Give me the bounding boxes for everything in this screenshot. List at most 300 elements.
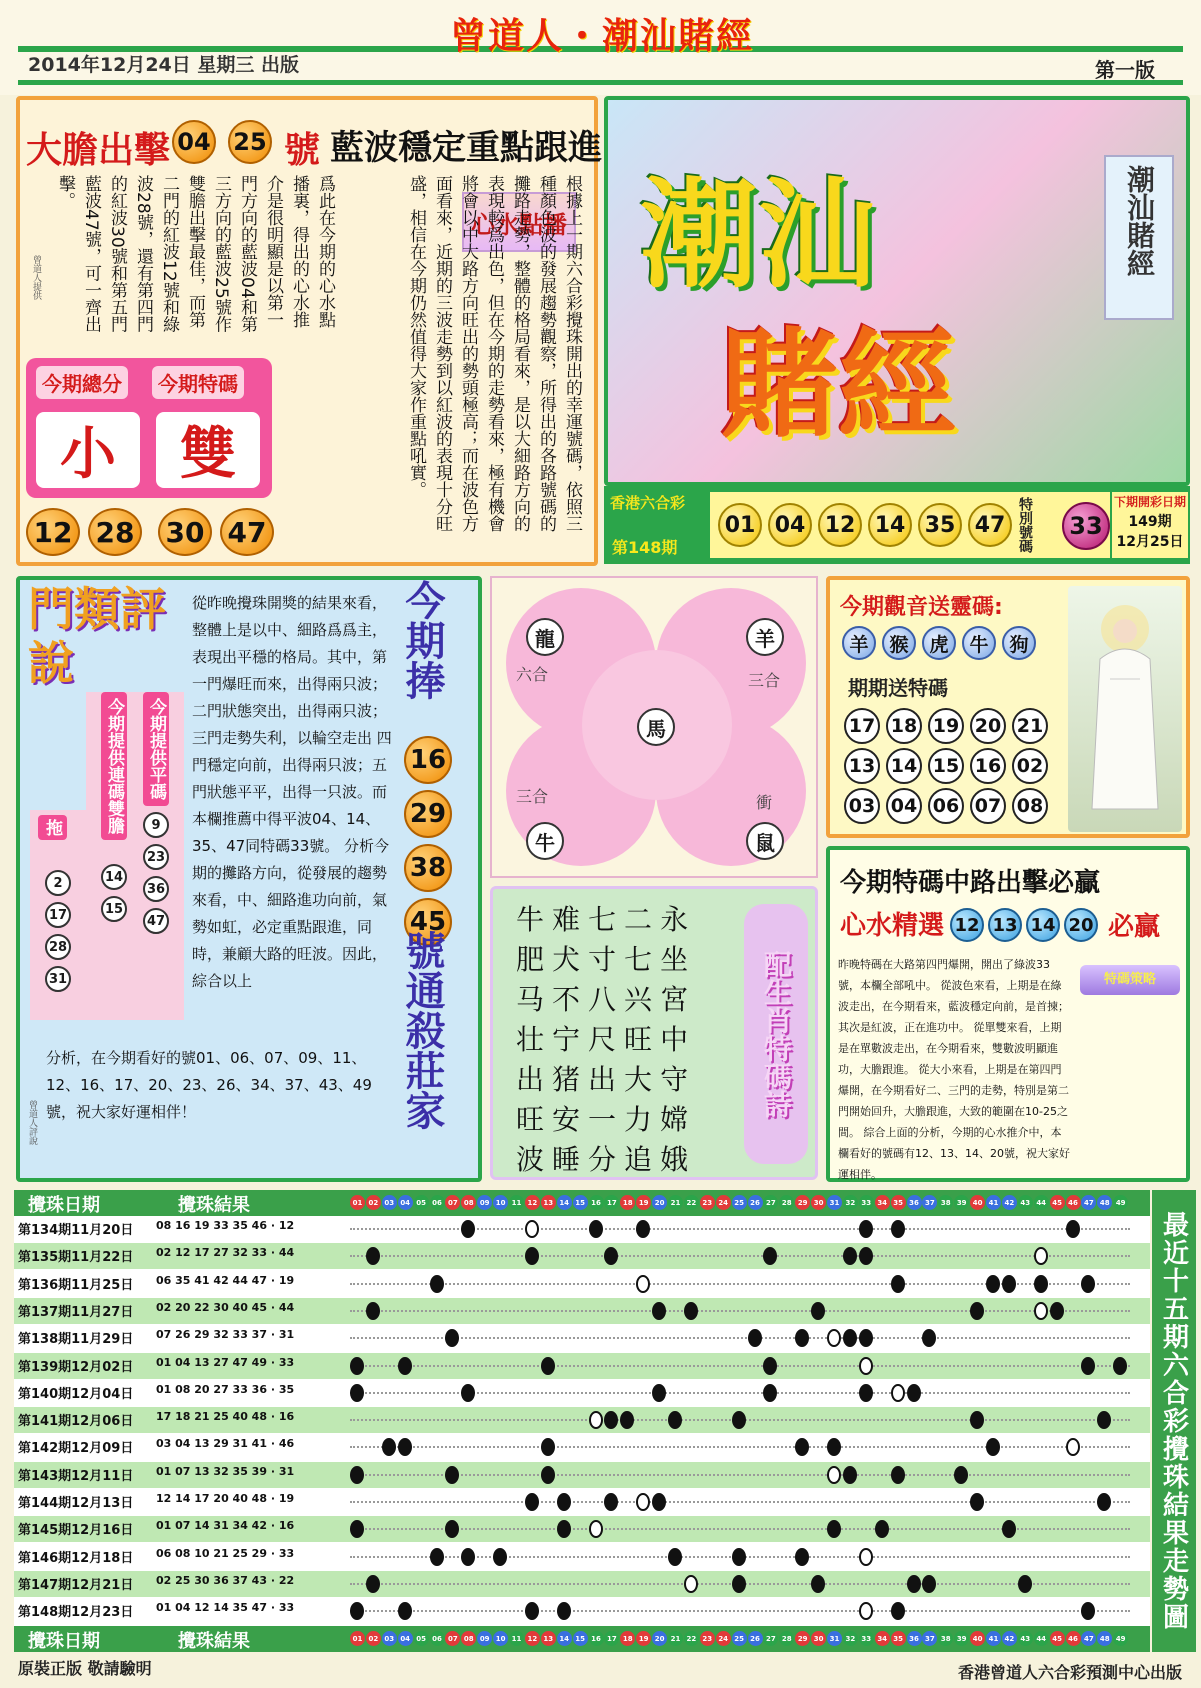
poem-char: 犬	[552, 943, 581, 976]
draw-mark	[1002, 1275, 1016, 1293]
poem-char: 七	[588, 903, 617, 936]
draw-mark	[604, 1247, 618, 1265]
draw-mark	[732, 1575, 746, 1593]
draw-date: 第148期12月23日	[18, 1605, 134, 1621]
scale-number: 19	[636, 1631, 651, 1646]
scale-number: 25	[732, 1631, 747, 1646]
draw-numbers: 17 18 21 25 40 48 · 16	[156, 1410, 295, 1424]
draw-mark	[859, 1384, 873, 1402]
header-rule-bottom	[18, 80, 1183, 85]
total-score-label: 今期總分	[36, 366, 128, 399]
featured-ball: 04	[172, 120, 216, 164]
draw-mark	[763, 1247, 777, 1265]
next-draw-box	[1112, 492, 1188, 558]
draw-mark	[350, 1602, 364, 1620]
table-row	[14, 1353, 1150, 1379]
poem-char: 波	[516, 1143, 545, 1176]
draw-mark	[922, 1575, 936, 1593]
featured-ball: 25	[228, 120, 272, 164]
scale-number: 42	[1002, 1195, 1017, 1210]
scale-number: 48	[1097, 1195, 1112, 1210]
special-mark	[827, 1329, 841, 1347]
poem-char: 一	[588, 1103, 617, 1136]
draw-mark	[398, 1357, 412, 1375]
draw-date: 第145期12月16日	[18, 1523, 134, 1539]
special-code-value: 雙	[156, 412, 260, 488]
header-result-label: 攪珠結果	[178, 1195, 250, 1216]
poem-char: 宮	[660, 983, 689, 1016]
scale-number: 21	[668, 1195, 683, 1210]
draw-numbers: 02 25 30 36 37 43 · 22	[156, 1573, 295, 1587]
linked-pair-title: 今期提供連碼雙膽	[101, 692, 127, 840]
draw-mark	[366, 1247, 380, 1265]
special-number: 08	[1012, 788, 1048, 824]
scale-number: 07	[445, 1631, 460, 1646]
scale-number: 44	[1034, 1195, 1049, 1210]
flat-code-column	[128, 692, 184, 1020]
special-mark	[1034, 1247, 1048, 1265]
heart-pick-badge: 心水點播	[462, 192, 576, 252]
scale-number: 31	[827, 1631, 842, 1646]
winning-ball: 04	[768, 503, 812, 547]
scale-number: 06	[430, 1631, 445, 1646]
poem-char: 旺	[624, 1023, 653, 1056]
zodiac-dragon: 龍	[526, 618, 564, 656]
draw-mark	[652, 1493, 666, 1511]
draw-date: 第134期11月20日	[18, 1223, 134, 1238]
special-mark	[859, 1548, 873, 1566]
draw-mark	[350, 1384, 364, 1402]
draw-mark	[970, 1411, 984, 1429]
winning-ball: 47	[968, 503, 1012, 547]
drag-ball: 17	[45, 902, 71, 928]
scale-number: 33	[859, 1631, 874, 1646]
author-credit: 曾道人提供	[31, 255, 41, 300]
draw-mark	[922, 1329, 936, 1347]
scale-number: 37	[922, 1195, 937, 1210]
draw-mark	[668, 1548, 682, 1566]
poem-char: 二	[624, 903, 653, 936]
poem-char: 壮	[516, 1023, 545, 1056]
draw-mark	[891, 1466, 905, 1484]
scale-number: 20	[652, 1631, 667, 1646]
footer-date-label: 攪珠日期	[28, 1631, 100, 1652]
scale-number: 31	[827, 1195, 842, 1210]
special-ball: 33	[1062, 502, 1110, 550]
draw-mark	[970, 1302, 984, 1320]
draw-numbers: 02 20 22 30 40 45 · 44	[156, 1300, 295, 1314]
special-mark	[891, 1384, 905, 1402]
draw-mark	[541, 1466, 555, 1484]
table-header	[14, 1190, 1150, 1216]
draw-mark	[954, 1466, 968, 1484]
draw-numbers: 01 08 20 27 33 36 · 35	[156, 1382, 295, 1396]
zodiac-relation-panel	[490, 576, 818, 878]
poem-char: 大	[624, 1063, 653, 1096]
scale-number: 16	[589, 1195, 604, 1210]
poem-char: 分	[588, 1143, 617, 1176]
scale-number: 27	[763, 1631, 778, 1646]
table-row	[14, 1462, 1150, 1488]
special-mark	[1066, 1438, 1080, 1456]
draw-mark	[748, 1329, 762, 1347]
commentary-conclusion: 分析，在今期看好的號01、06、07、09、11、12、16、17、20、23、26、34、37、43、49號，祝大家好運相伴！	[46, 1049, 372, 1121]
commentary-credit: 曾道人評說	[27, 1100, 37, 1145]
strategy-text: 昨晚特碼在大路第四門爆開，開出了綠波33號，本欄全部吼中。 從波色來看，上期是在綠波走出，在今期看來，藍波穩定向前，是首揀；其次是紅波，正在進功中。 從單雙來看，上期是在單數波走出，在今期看來，雙數波明顯進功，大膽跟進。 從大小來看，上期是在第四門爆開，在今期看好二、三門的走勢，特別是第二門開始回升，大膽跟進，大致的範圍在10-25之間。 綜合上面的分析，今期的心水推介中，本欄看好的號碼有12、13、14、20號，祝大家好運相伴。	[838, 958, 1070, 1181]
scale-number: 24	[716, 1631, 731, 1646]
poem-char: 旺	[516, 1103, 545, 1136]
pair-ball: 15	[101, 896, 127, 922]
draw-mark	[1081, 1275, 1095, 1293]
draw-mark	[445, 1466, 459, 1484]
draw-mark	[382, 1438, 396, 1456]
draw-mark	[636, 1220, 650, 1238]
draw-mark	[652, 1384, 666, 1402]
scale-number: 17	[604, 1631, 619, 1646]
draw-mark	[795, 1548, 809, 1566]
draw-mark	[557, 1602, 571, 1620]
scale-number: 39	[954, 1631, 969, 1646]
special-mark	[525, 1220, 539, 1238]
draw-mark	[763, 1357, 777, 1375]
dot-guide	[350, 1610, 1130, 1612]
draw-mark	[891, 1275, 905, 1293]
draw-mark	[604, 1493, 618, 1511]
scale-number: 01	[350, 1195, 365, 1210]
relation-label: 六合	[516, 665, 549, 684]
poem-char: 牛	[516, 903, 545, 936]
pick-ball: 12	[26, 508, 80, 556]
winning-numbers	[710, 492, 1110, 558]
winning-ball: 01	[718, 503, 762, 547]
guanyin-illustration	[1068, 586, 1182, 832]
special-number: 06	[928, 788, 964, 824]
strategy-balls	[950, 908, 1098, 942]
scale-number: 09	[477, 1195, 492, 1210]
drag-column	[30, 810, 86, 1020]
scale-number: 21	[668, 1631, 683, 1646]
scale-number: 10	[493, 1631, 508, 1646]
draw-date: 第137期11月27日	[18, 1304, 134, 1320]
zodiac-ball: 牛	[962, 626, 996, 660]
table-row	[14, 1298, 1150, 1324]
poem-char: 尺	[588, 1023, 617, 1056]
table-row	[14, 1489, 1150, 1515]
flat-ball: 47	[143, 908, 169, 934]
dot-guide	[350, 1446, 1130, 1448]
scale-number: 49	[1113, 1195, 1128, 1210]
table-row	[14, 1325, 1150, 1351]
draw-mark	[398, 1602, 412, 1620]
bold-attack-label: 大膽出擊	[26, 130, 171, 171]
draw-mark	[652, 1302, 666, 1320]
draw-date: 第146期12月18日	[18, 1550, 134, 1566]
scale-number: 48	[1097, 1631, 1112, 1646]
lottery-name: 香港六合彩	[610, 494, 686, 512]
hold-balls	[404, 736, 452, 946]
special-number: 18	[886, 708, 922, 744]
draw-mark	[811, 1575, 825, 1593]
publication-title: 曾道人・潮汕賭經	[450, 16, 755, 57]
poem-char: 肥	[516, 943, 545, 976]
scale-number: 15	[573, 1195, 588, 1210]
draw-mark	[1081, 1602, 1095, 1620]
draw-mark	[843, 1466, 857, 1484]
draw-mark	[891, 1602, 905, 1620]
draw-mark	[795, 1438, 809, 1456]
draw-date: 第135期11月22日	[18, 1250, 134, 1266]
scale-number: 29	[795, 1195, 810, 1210]
draw-mark	[350, 1466, 364, 1484]
poem-char: 坐	[660, 943, 689, 976]
table-row	[14, 1216, 1150, 1242]
hold-ball: 45	[404, 898, 452, 946]
scale-number: 45	[1050, 1195, 1065, 1210]
special-number: 03	[844, 788, 880, 824]
pick-ball: 47	[220, 508, 274, 556]
scale-number: 40	[970, 1195, 985, 1210]
scale-number: 32	[843, 1195, 858, 1210]
poem-column	[624, 900, 652, 1180]
draw-mark	[350, 1357, 364, 1375]
logo-text-top: 潮汕	[640, 166, 877, 304]
scale-number: 28	[779, 1195, 794, 1210]
table-row	[14, 1380, 1150, 1406]
zodiac-ox: 牛	[526, 822, 564, 860]
trend-chart-title: 最近十五期六合彩攪珠結果走勢圖	[1152, 1190, 1196, 1652]
special-code-label: 今期特碼	[152, 366, 244, 399]
draw-mark	[684, 1302, 698, 1320]
scale-number: 04	[398, 1195, 413, 1210]
pair-ball: 14	[101, 864, 127, 890]
poem-char: 守	[660, 1063, 689, 1096]
draw-trend-table	[14, 1190, 1150, 1652]
special-mark	[636, 1493, 650, 1511]
special-number: 14	[886, 748, 922, 784]
hold-ball: 16	[404, 736, 452, 784]
draw-date: 第138期11月29日	[18, 1332, 134, 1348]
dot-guide	[350, 1474, 1130, 1476]
scale-number: 10	[493, 1195, 508, 1210]
scale-number: 24	[716, 1195, 731, 1210]
special-number-label: 特別號碼	[1017, 497, 1033, 553]
poem-char: 出	[516, 1063, 545, 1096]
draw-mark	[430, 1275, 444, 1293]
special-number: 02	[1012, 748, 1048, 784]
hold-title: 今期捧	[399, 580, 445, 700]
scale-number: 28	[779, 1631, 794, 1646]
draw-mark	[620, 1411, 634, 1429]
flat-ball: 36	[143, 876, 169, 902]
special-mark	[684, 1575, 698, 1593]
poem-char: 出	[588, 1063, 617, 1096]
scale-number: 15	[573, 1631, 588, 1646]
draw-numbers: 08 16 19 33 35 46 · 12	[156, 1219, 295, 1232]
zodiac-ball: 猴	[882, 626, 916, 660]
scale-number: 11	[509, 1631, 524, 1646]
scale-number: 08	[461, 1631, 476, 1646]
header-date-label: 攪珠日期	[28, 1195, 100, 1216]
scale-number: 46	[1066, 1195, 1081, 1210]
scale-number: 05	[414, 1195, 429, 1210]
draw-mark	[430, 1548, 444, 1566]
special-mark	[1034, 1302, 1048, 1320]
draw-mark	[445, 1329, 459, 1347]
heart-selection-label: 心水精選	[840, 911, 945, 941]
draw-mark	[525, 1493, 539, 1511]
table-row	[14, 1271, 1150, 1297]
strategy-ball: 20	[1064, 908, 1098, 942]
scale-number: 43	[1018, 1195, 1033, 1210]
scale-number: 09	[477, 1631, 492, 1646]
draw-mark	[859, 1220, 873, 1238]
scale-number: 18	[620, 1195, 635, 1210]
draw-date: 第147期12月21日	[18, 1577, 134, 1593]
scale-number: 42	[1002, 1631, 1017, 1646]
poem-column	[660, 900, 688, 1180]
scale-number: 03	[382, 1195, 397, 1210]
scale-number: 41	[986, 1195, 1001, 1210]
special-number: 15	[928, 748, 964, 784]
table-row	[14, 1571, 1150, 1597]
special-number: 21	[1012, 708, 1048, 744]
strategy-badge: 特碼策略	[1080, 965, 1180, 995]
draw-numbers: 03 04 13 29 31 41 · 46	[156, 1437, 295, 1451]
scale-number: 16	[589, 1631, 604, 1646]
special-number: 20	[970, 708, 1006, 744]
special-mark	[636, 1275, 650, 1293]
kill-banker-text: 號通殺莊家	[399, 930, 445, 1130]
table-row	[14, 1407, 1150, 1433]
relation-label: 衝	[756, 793, 773, 812]
draw-mark	[366, 1575, 380, 1593]
winning-ball: 12	[818, 503, 862, 547]
panel-headline: 藍波穩定重點跟進	[330, 128, 602, 168]
draw-mark	[525, 1602, 539, 1620]
special-number: 07	[970, 788, 1006, 824]
special-mark	[859, 1357, 873, 1375]
draw-mark	[1034, 1275, 1048, 1293]
guanyin-title: 今期觀音送靈碼:	[840, 595, 1003, 620]
poem-char: 八	[588, 983, 617, 1016]
special-mark	[827, 1466, 841, 1484]
book-cover: 潮汕賭經	[1104, 155, 1174, 320]
draw-mark	[891, 1220, 905, 1238]
dot-guide	[350, 1337, 1130, 1339]
poem-char: 永	[660, 903, 689, 936]
guanyin-figure-icon	[1080, 599, 1170, 819]
special-mark	[859, 1602, 873, 1620]
draw-mark	[1097, 1493, 1111, 1511]
poem-char: 马	[516, 983, 545, 1016]
scale-number: 38	[938, 1195, 953, 1210]
drag-ball: 2	[45, 870, 71, 896]
sure-win-label: 必贏	[1108, 912, 1161, 942]
scale-number: 01	[350, 1631, 365, 1646]
strategy-ball: 12	[950, 908, 984, 942]
strategy-title: 今期特碼中路出擊必贏	[840, 868, 1101, 898]
commentary-text: 從昨晚攪珠開獎的結果來看，整體上是以中、細路爲爲主，表現出平穩的格局。其中，第一門爆旺而來，出得兩只波；二門狀態突出，出得兩只波；三門走勢失利，以輪空走出 四門穩定向前，出得兩只波；五門狀態平平，出得一只波。而本欄推薦中得平波04、14、35、47同特碼33號。 分析今期的攤路方向，從發展的趨勢來看，中、細路進功向前，氣勢如虹，必定重點跟進，同時，兼顧大路的旺波。因此，綜合以上	[192, 594, 392, 990]
zodiac-rat: 鼠	[746, 822, 784, 860]
draw-mark	[907, 1384, 921, 1402]
draw-mark	[589, 1220, 603, 1238]
special-code-subtitle: 期期送特碼	[848, 676, 948, 700]
table-row	[14, 1598, 1150, 1624]
analysis-text: 根據上一期六合彩攪珠開出的幸運號碼，依照三種顏色波的發展趨勢觀察，所得出的各路號碼的攤路走勢，整體的格局看來，是以大細路方向的表現較爲出色，但在今期的走勢看來，極有機會將會以中大路方向旺出的勢頭極高；而在波色方面看來，近期的三波走勢到以紅波的表現十分旺盛，相信在今期仍然值得大家作重點吼實。	[406, 175, 582, 532]
scale-number: 04	[398, 1631, 413, 1646]
scale-number: 46	[1066, 1631, 1081, 1646]
table-row	[14, 1434, 1150, 1460]
total-score-value: 小	[36, 412, 140, 488]
number-suffix: 號	[284, 130, 321, 171]
scale-number: 17	[604, 1195, 619, 1210]
zodiac-picks	[842, 626, 1036, 660]
draw-mark	[811, 1302, 825, 1320]
draw-mark	[1066, 1220, 1080, 1238]
draw-mark	[398, 1438, 412, 1456]
poem-char: 不	[552, 983, 581, 1016]
draw-mark	[445, 1520, 459, 1538]
draw-date: 第141期12月06日	[18, 1414, 134, 1430]
poem-char: 宁	[552, 1023, 581, 1056]
draw-date: 第136期11月25日	[18, 1277, 134, 1293]
draw-mark	[795, 1329, 809, 1347]
draw-numbers: 12 14 17 20 40 48 · 19	[156, 1492, 295, 1505]
winning-ball: 35	[918, 503, 962, 547]
draw-mark	[461, 1548, 475, 1566]
scale-number: 03	[382, 1631, 397, 1646]
scale-number: 02	[366, 1631, 381, 1646]
draw-mark	[461, 1384, 475, 1402]
scale-number: 43	[1018, 1631, 1033, 1646]
scale-number: 13	[541, 1195, 556, 1210]
scale-number: 36	[907, 1195, 922, 1210]
relation-label: 三合	[516, 787, 549, 806]
scale-number: 14	[557, 1195, 572, 1210]
draw-numbers: 06 35 41 42 44 47 · 19	[156, 1273, 295, 1287]
scale-number: 49	[1113, 1631, 1128, 1646]
pick-ball: 28	[88, 508, 142, 556]
special-mark	[589, 1411, 603, 1429]
scale-number: 30	[811, 1195, 826, 1210]
scale-number: 35	[891, 1631, 906, 1646]
scale-number: 44	[1034, 1631, 1049, 1646]
pick-ball: 30	[158, 508, 212, 556]
relation-label: 三合	[748, 671, 781, 690]
scale-number: 29	[795, 1631, 810, 1646]
draw-mark	[763, 1384, 777, 1402]
poem-char: 七	[624, 943, 653, 976]
poem-char: 睡	[552, 1143, 581, 1176]
winning-ball: 14	[868, 503, 912, 547]
draw-mark	[827, 1438, 841, 1456]
draw-mark	[557, 1493, 571, 1511]
publisher-credit: 香港曾道人六合彩預測中心出版	[958, 1663, 1183, 1682]
strategy-ball: 13	[988, 908, 1022, 942]
scale-number: 47	[1081, 1631, 1096, 1646]
scale-number: 34	[875, 1631, 890, 1646]
hold-ball: 38	[404, 844, 452, 892]
scale-number: 45	[1050, 1631, 1065, 1646]
logo-text-bottom: 賭經	[720, 316, 957, 454]
draw-numbers: 06 08 10 21 25 29 · 33	[156, 1546, 295, 1560]
table-row	[14, 1243, 1150, 1269]
next-draw-date: 12月25日	[1116, 534, 1184, 550]
draw-mark	[493, 1548, 507, 1566]
scale-number: 26	[748, 1631, 763, 1646]
scale-number: 41	[986, 1631, 1001, 1646]
special-number: 16	[970, 748, 1006, 784]
